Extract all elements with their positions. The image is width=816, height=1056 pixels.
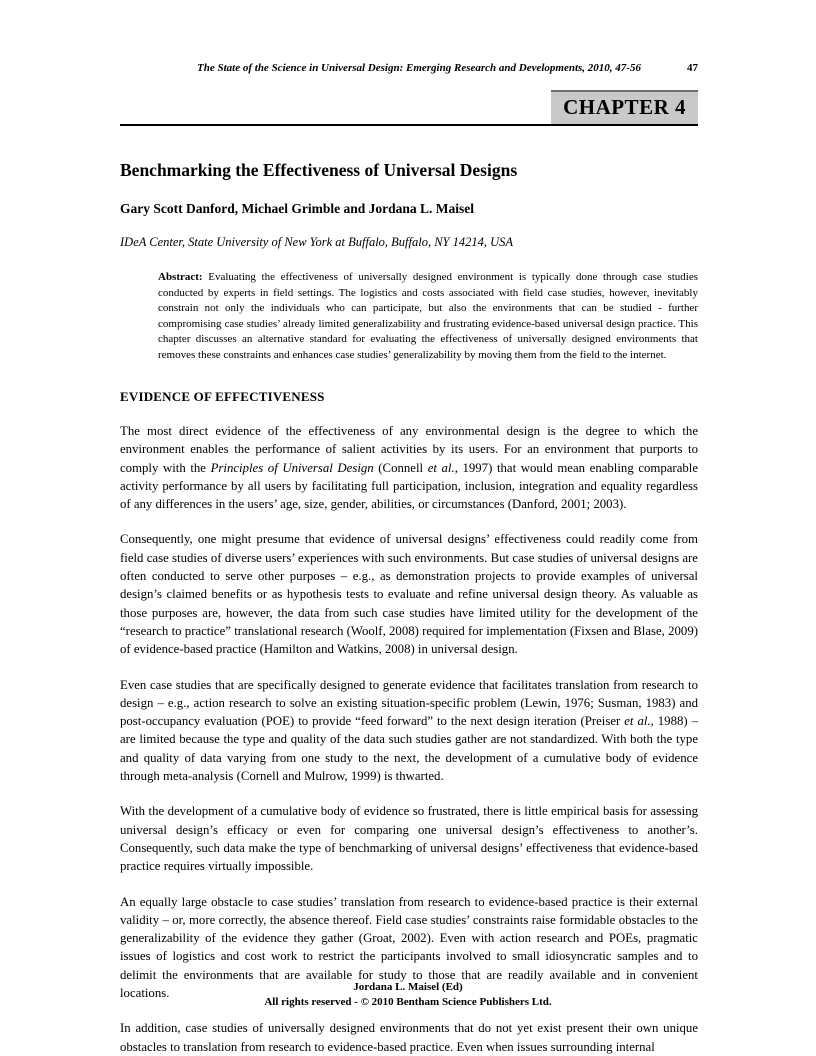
abstract-label: Abstract: (158, 271, 203, 283)
body-paragraph: The most direct evidence of the effectiveness of any environmental design is the degree to which the environment enables the performance of salient activities by its users. For an environment that purports to comply with the Principles of Universal Design (Connell et al., 1997) that would mean enabling comparable activity performance by all users by facilitating full participation, inclusion, integration and equality regardless of any differences in the users’ age, size, gender, abilities, or circumstances (Danford, 2001; 2003). (120, 424, 699, 512)
chapter-badge-row (120, 90, 698, 124)
page-footer (0, 980, 816, 1010)
affiliation: IDeA Center, State University of New York at Buffalo, Buffalo, NY 14214, USA (120, 235, 514, 249)
abstract (120, 270, 698, 363)
chapter-badge: CHAPTER 4 (551, 90, 698, 124)
page-number: 47 (687, 62, 698, 74)
authors: Gary Scott Danford, Michael Grimble and Jordana L. Maisel (120, 201, 474, 216)
body-paragraph: In addition, case studies of universally designed environments that do not yet exist present their own unique obstacles to translation from research to evidence-based practice. Even when issues surrounding internal (120, 1021, 698, 1054)
body-paragraph: Consequently, one might presume that evidence of universal designs’ effectiveness could readily come from field case studies of diverse users’ experiences with such environments. But case studies of universal designs are often conducted to serve other purposes – e.g., as demonstration projects to provide examples of universal design’s claimed benefits or as hypothesis tests to evaluate and refine universal design theory. As valuable as those purposes are, however, the data from such case studies have limited utility for the development of the “research to practice” translational research (Woolf, 2008) required for implementation (Fixsen and Blase, 2009) of evidence-based practice (Hamilton and Watkins, 2008) in universal design. (120, 532, 698, 657)
footer-editor: Jordana L. Maisel (Ed) (353, 981, 463, 993)
body-paragraph: An equally large obstacle to case studies’ translation from research to evidence-based practice is their external validity – or, more correctly, the absence thereof. Field case studies’ constraints raise formidable obstacles to the generalizability of the evidence they gather (Groat, 2002). Even with action research and POEs, pragmatic issues of logistics and cost work to restrict the participants involved to small idiosyncratic samples and to delimit the environments that are available for study to those that are readily available and in convenient locations. (120, 894, 698, 1001)
body-text (120, 422, 698, 1056)
section-heading: EVIDENCE OF EFFECTIVENESS (120, 389, 325, 404)
running-title: The State of the Science in Universal Design: Emerging Research and Developments, 2010, 47-56 (197, 62, 641, 74)
footer-copyright: All rights reserved - © 2010 Bentham Science Publishers Ltd. (264, 996, 552, 1008)
body-paragraph: Even case studies that are specifically designed to generate evidence that facilitates translation from research to design – e.g., action research to solve an existing situation-specific problem (Lewin, 1976; Susman, 1983) and post-occupancy evaluation (POE) to provide “feed forward” to the next design iteration (Preiser et al., 1988) – are limited because the type and quality of the data such studies gather are not standardized. With both the type and quality of data varying from one study to the next, the development of a cumulative body of evidence through meta-analysis (Cornell and Mulrow, 1999) is thwarted. (120, 677, 698, 784)
body-paragraph: With the development of a cumulative body of evidence so frustrated, there is little empirical basis for assessing universal design’s efficacy or even for comparing one universal design’s effectiveness to another’s. Consequently, such data make the type of benchmarking of universal designs’ effectiveness that evidence-based practice requires virtually impossible. (120, 804, 698, 874)
page-title: Benchmarking the Effectiveness of Universal Designs (120, 160, 518, 180)
header-rule (120, 124, 698, 126)
running-header (120, 62, 698, 74)
abstract-text: Evaluating the effectiveness of universally designed environment is typically done through case studies conducted by experts in field settings. The logistics and costs associated with field case studies, however, inevitably constrain not only the individuals who can participate, but also the environments that can be studied - further compromising case studies’ already limited generalizability and frustrating evidence-based universal design practice. This chapter discusses an alternative standard for evaluating the effectiveness of universally designed environments that removes these constraints and enhances case studies’ generalizability by moving them from the field to the internet. (158, 271, 698, 361)
